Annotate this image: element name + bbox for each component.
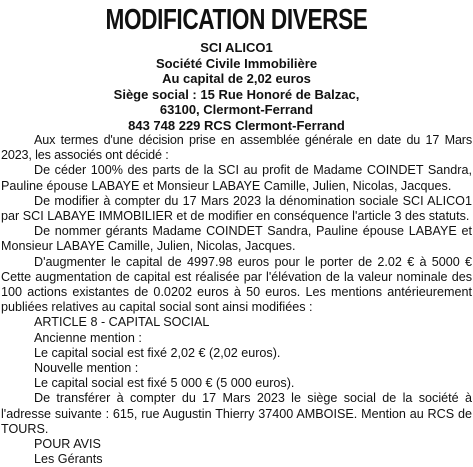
- paragraph-transfer-shares: De céder 100% des parts de la SCI au profit de Madame COINDET Sandra, Pauline épouse LABAYE et Monsieur LABAYE Camille, Julien, Nicolas, Jacques.: [1, 163, 472, 193]
- company-capital: Au capital de 2,02 euros: [162, 71, 311, 86]
- paragraph-decision: Aux termes d'une décision prise en assemblée générale en date du 17 Mars 2023, les associés ont décidé :: [1, 133, 472, 163]
- old-mention-value: Le capital social est fixé 2,02 € (2,02 euros).: [34, 345, 281, 360]
- company-header: [1, 40, 472, 133]
- closing-text: POUR AVIS: [34, 437, 101, 452]
- notice-title: MODIFICATION DIVERSE: [105, 4, 368, 36]
- signature: Les Gérants: [34, 452, 103, 467]
- company-type: Société Civile Immobilière: [155, 55, 318, 71]
- company-name: SCI ALICO1: [200, 40, 273, 55]
- paragraph-capital-increase: D'augmenter le capital de 4997.98 euros pour le porter de 2.02 € à 5000 € Cette augmentation de capital est réalisée par l'élévation de la valeur nominale des 100 actions existantes de 0.0202 euros à 50 euros. Les mentions antérieurement publiées relatives au capital social sont ainsi modifiées :: [1, 254, 472, 315]
- company-rcs: 843 748 229 RCS Clermont-Ferrand: [128, 117, 345, 133]
- new-mention-value: Le capital social est fixé 5 000 € (5 000 euros).: [34, 376, 295, 391]
- paragraph-managers: De nommer gérants Madame COINDET Sandra, Pauline épouse LABAYE et Monsieur LABAYE Camille, Julien, Nicolas, Jacques.: [1, 224, 472, 254]
- company-seat-line2: 63100, Clermont-Ferrand: [159, 102, 314, 117]
- new-mention-label: Nouvelle mention :: [34, 361, 139, 376]
- old-mention-label: Ancienne mention :: [34, 330, 142, 345]
- notice-body: [1, 133, 472, 467]
- paragraph-seat-transfer: De transférer à compter du 17 Mars 2023 le siège social de la société à l'adresse suivante : 615, rue Augustin Thierry 37400 AMBOISE. Mention au RCS de TOURS.: [1, 391, 472, 436]
- company-seat-line1: Siège social : 15 Rue Honoré de Balzac,: [113, 86, 360, 102]
- paragraph-rename: De modifier à compter du 17 Mars 2023 la dénomination sociale SCI ALICO1 par SCI LABAYE IMMOBILIER et de modifier en conséquence l'article 3 des statuts.: [1, 193, 472, 224]
- article-heading: ARTICLE 8 - CAPITAL SOCIAL: [34, 315, 210, 330]
